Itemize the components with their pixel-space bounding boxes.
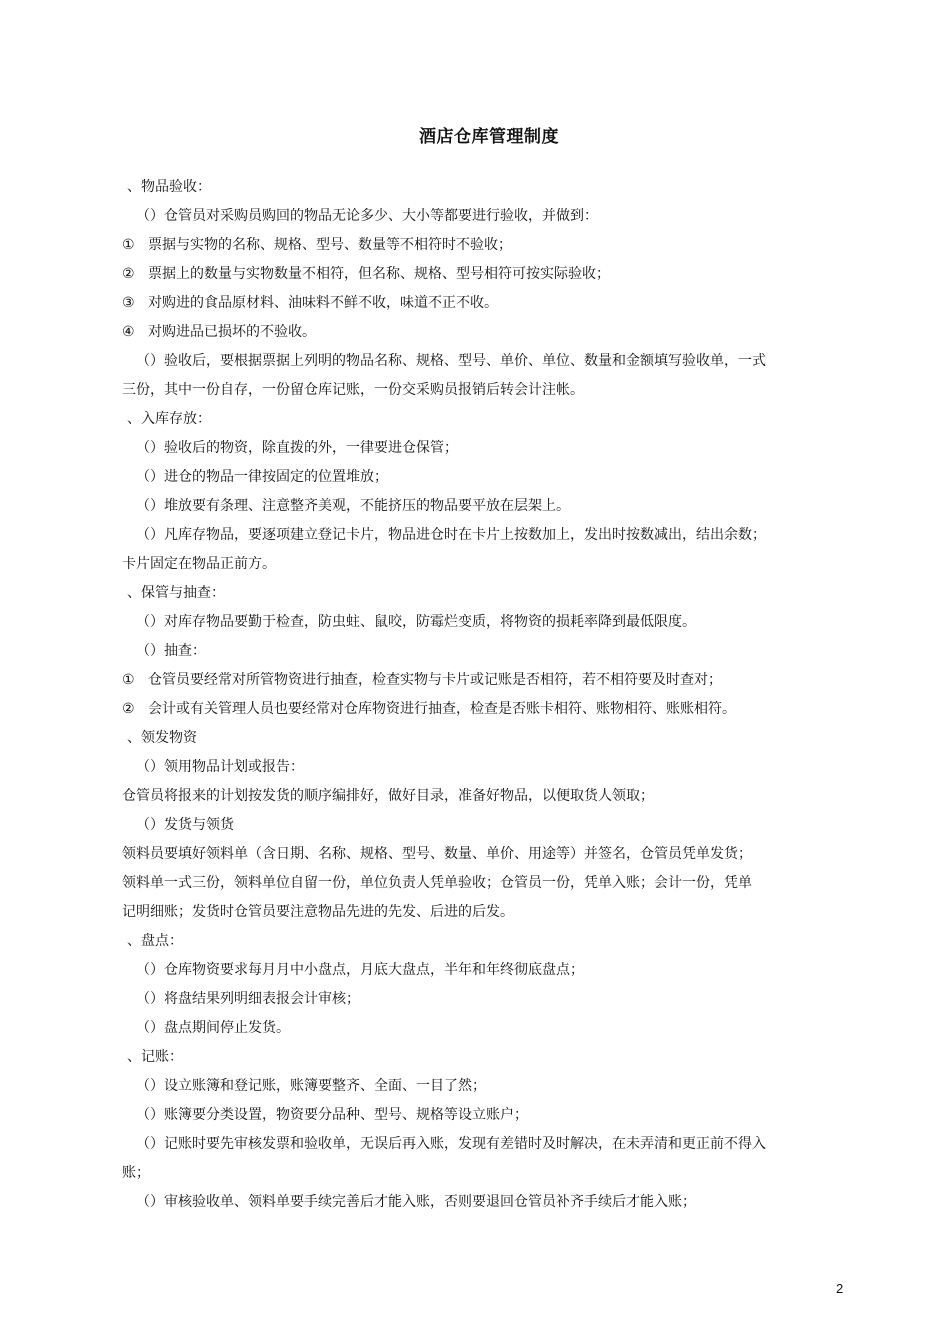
paragraph-line [122, 753, 854, 782]
line-text: 仓管员要经常对所管物资进行抽查，检查实物与卡片或记账是否相符，若不相符要及时查对； [148, 672, 722, 688]
line-text: 仓管员将报来的计划按发货的顺序编排好，做好目录，准备好物品，以便取货人领取； [122, 788, 654, 804]
line-text: （）进仓的物品一律按固定的位置堆放； [136, 469, 388, 485]
line-text: 票据与实物的名称、规格、型号、数量等不相符时不验收； [148, 237, 512, 253]
paragraph-line [122, 550, 854, 579]
section-heading [122, 173, 854, 202]
paragraph-line [122, 956, 854, 985]
line-text: （）对库存物品要勤于检查，防虫蛀、鼠咬，防霉烂变质，将物资的损耗率降到最低限度。 [136, 614, 696, 630]
line-text: 领料单一式三份，领料单位自留一份，单位负责人凭单验收；仓管员一份，凭单入账；会计一份，凭单 [122, 875, 752, 891]
document-title: 酒店仓库管理制度 [419, 127, 559, 147]
line-text: 、保管与抽查： [127, 585, 225, 601]
line-text: 三份，其中一份自存，一份留仓库记账，一份交采购员报销后转会计注帐。 [122, 382, 584, 398]
line-text: 领料员要填好领料单（含日期、名称、规格、型号、数量、单价、用途等）并签名，仓管员凭单发货； [122, 846, 752, 862]
paragraph-line [122, 637, 854, 666]
section-heading [122, 927, 854, 956]
paragraph-line [122, 202, 854, 231]
item-number: ① [122, 237, 135, 253]
line-text: （）抽查： [136, 643, 206, 659]
line-text: （）设立账簿和登记账，账簿要整齐、全面、一目了然； [136, 1078, 486, 1094]
numbered-item [122, 231, 854, 260]
numbered-item [122, 289, 854, 318]
page-number: 2 [836, 1281, 844, 1296]
paragraph-line [122, 492, 854, 521]
paragraph-line [122, 376, 854, 405]
line-text: 、领发物资 [127, 730, 197, 746]
line-text: 对购进品已损坏的不验收。 [148, 324, 316, 340]
item-number: ② [122, 266, 135, 282]
line-text: （）审核验收单、领料单要手续完善后才能入账，否则要退回仓管员补齐手续后才能入账； [136, 1194, 696, 1210]
paragraph-line [122, 1159, 854, 1188]
numbered-item [122, 318, 854, 347]
paragraph-line [122, 985, 854, 1014]
item-number: ④ [122, 324, 135, 340]
line-text: 会计或有关管理人员也要经常对仓库物资进行抽查，检查是否账卡相符、账物相符、账账相符。 [148, 701, 736, 717]
line-text: 记明细账；发货时仓管员要注意物品先进的先发、后进的后发。 [122, 904, 514, 920]
paragraph-line [122, 434, 854, 463]
paragraph-line [122, 347, 854, 376]
line-text: 、记账： [127, 1049, 183, 1065]
line-text: （）仓库物资要求每月月中小盘点，月底大盘点，半年和年终彻底盘点； [136, 962, 584, 978]
paragraph-line [122, 869, 854, 898]
numbered-item [122, 666, 854, 695]
numbered-item [122, 260, 854, 289]
line-text: （）堆放要有条理、注意整齐美观，不能挤压的物品要平放在层架上。 [136, 498, 570, 514]
paragraph-line [122, 840, 854, 869]
paragraph-line [122, 811, 854, 840]
line-text: （）记账时要先审核发票和验收单，无误后再入账，发现有差错时及时解决，在未弄清和更正前不得入 [136, 1136, 766, 1152]
line-text: （）验收后，要根据票据上列明的物品名称、规格、型号、单价、单位、数量和金额填写验收单，一式 [136, 353, 766, 369]
paragraph-line [122, 1101, 854, 1130]
paragraph-line [122, 898, 854, 927]
section-heading [122, 579, 854, 608]
paragraph-line [122, 463, 854, 492]
section-heading [122, 1043, 854, 1072]
item-number: ③ [122, 295, 135, 311]
line-text: （）验收后的物资，除直拨的外，一律要进仓保管； [136, 440, 458, 456]
line-text: （）仓管员对采购员购回的物品无论多少、大小等都要进行验收，并做到： [136, 208, 598, 224]
section-heading [122, 405, 854, 434]
paragraph-line [122, 608, 854, 637]
line-text: （）凡库存物品，要逐项建立登记卡片，物品进仓时在卡片上按数加上，发出时按数减出，结出余数； [136, 527, 766, 543]
item-number: ① [122, 672, 135, 688]
line-text: 、物品验收： [127, 179, 211, 195]
line-text: 对购进的食品原材料、油味料不鲜不收，味道不正不收。 [148, 295, 498, 311]
paragraph-line [122, 1072, 854, 1101]
paragraph-line [122, 1130, 854, 1159]
line-text: 账； [122, 1165, 150, 1181]
line-text: 卡片固定在物品正前方。 [122, 556, 276, 572]
line-text: 票据上的数量与实物数量不相符，但名称、规格、型号相符可按实际验收； [148, 266, 610, 282]
line-text: （）发货与领货 [136, 817, 234, 833]
paragraph-line [122, 1014, 854, 1043]
line-text: （）账簿要分类设置，物资要分品种、型号、规格等设立账户； [136, 1107, 528, 1123]
line-text: （）将盘结果列明细表报会计审核； [136, 991, 360, 1007]
section-heading [122, 724, 854, 753]
numbered-item [122, 695, 854, 724]
line-text: 、入库存放： [127, 411, 211, 427]
document-body [122, 173, 854, 1217]
paragraph-line [122, 521, 854, 550]
item-number: ② [122, 701, 135, 717]
paragraph-line [122, 1188, 854, 1217]
line-text: 、盘点： [127, 933, 183, 949]
line-text: （）领用物品计划或报告： [136, 759, 304, 775]
line-text: （）盘点期间停止发货。 [136, 1020, 290, 1036]
paragraph-line [122, 782, 854, 811]
